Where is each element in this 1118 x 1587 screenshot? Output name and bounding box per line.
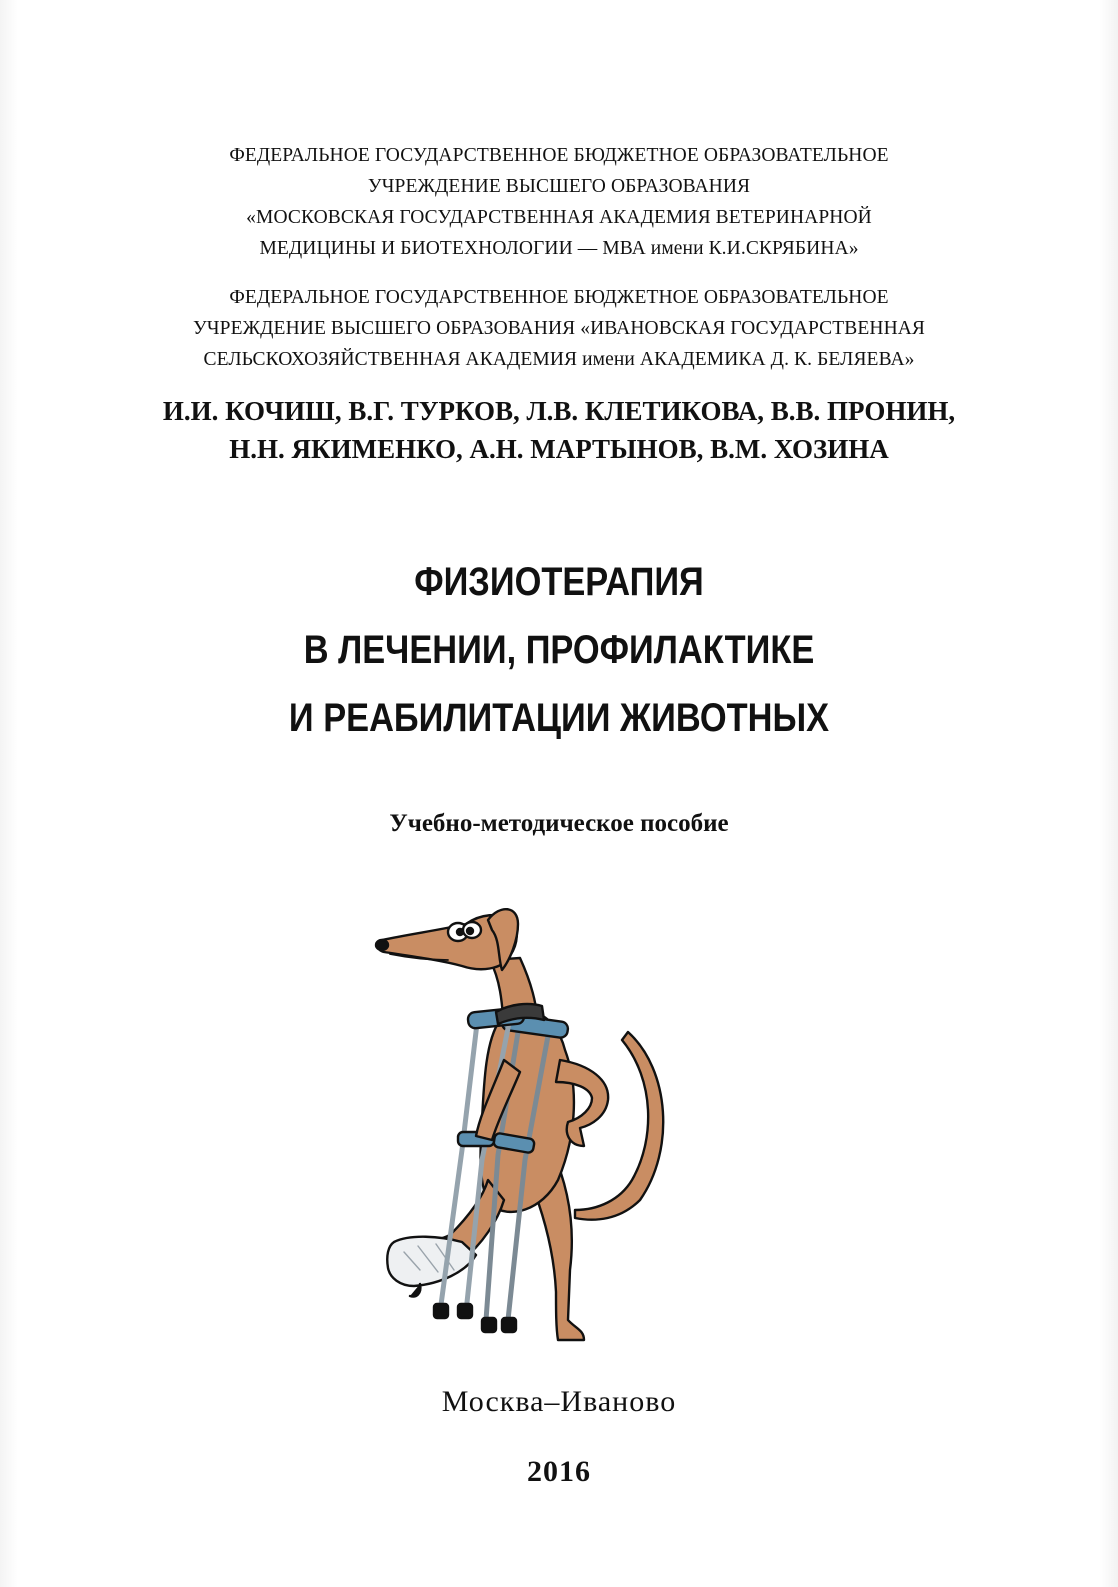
book-subtitle: Учебно-методическое пособие — [389, 810, 729, 837]
publication-year: 2016 — [527, 1455, 591, 1488]
institution-ivanovo — [0, 282, 1118, 375]
dog-on-crutches-icon — [370, 900, 690, 1350]
institution-line: ФЕДЕРАЛЬНОЕ ГОСУДАРСТВЕННОЕ БЮДЖЕТНОЕ ОБРАЗОВАТЕЛЬНОЕ — [229, 287, 889, 308]
institution-moscow — [0, 140, 1118, 264]
book-title — [78, 548, 1039, 752]
dog-on-crutches-illustration — [370, 900, 690, 1350]
publication-place: Москва–Иваново — [441, 1385, 677, 1418]
title-line: И РЕАБИЛИТАЦИИ ЖИВОТНЫХ — [288, 696, 830, 740]
authors — [0, 392, 1118, 468]
institution-line: МЕДИЦИНЫ И БИОТЕХНОЛОГИИ — МВА имени К.И.СКРЯБИНА» — [259, 238, 859, 259]
institution-line: УЧРЕЖДЕНИЕ ВЫСШЕГО ОБРАЗОВАНИЯ «ИВАНОВСКАЯ ГОСУДАРСТВЕННАЯ — [192, 318, 926, 339]
authors-line: И.И. КОЧИШ, В.Г. ТУРКОВ, Л.В. КЛЕТИКОВА, В.В. ПРОНИН, — [162, 396, 956, 426]
authors-line: Н.Н. ЯКИМЕНКО, А.Н. МАРТЫНОВ, В.М. ХОЗИНА — [229, 434, 889, 464]
institution-line: ФЕДЕРАЛЬНОЕ ГОСУДАРСТВЕННОЕ БЮДЖЕТНОЕ ОБРАЗОВАТЕЛЬНОЕ — [229, 145, 889, 166]
title-line: ФИЗИОТЕРАПИЯ — [414, 560, 704, 604]
institution-line: СЕЛЬСКОХОЗЯЙСТВЕННАЯ АКАДЕМИЯ имени АКАДЕМИКА Д. К. БЕЛЯЕВА» — [203, 349, 915, 370]
title-line: В ЛЕЧЕНИИ, ПРОФИЛАКТИКЕ — [303, 628, 815, 672]
institution-line: УЧРЕЖДЕНИЕ ВЫСШЕГО ОБРАЗОВАНИЯ — [367, 176, 751, 197]
institution-line: «МОСКОВСКАЯ ГОСУДАРСТВЕННАЯ АКАДЕМИЯ ВЕТЕРИНАРНОЙ — [246, 207, 872, 228]
